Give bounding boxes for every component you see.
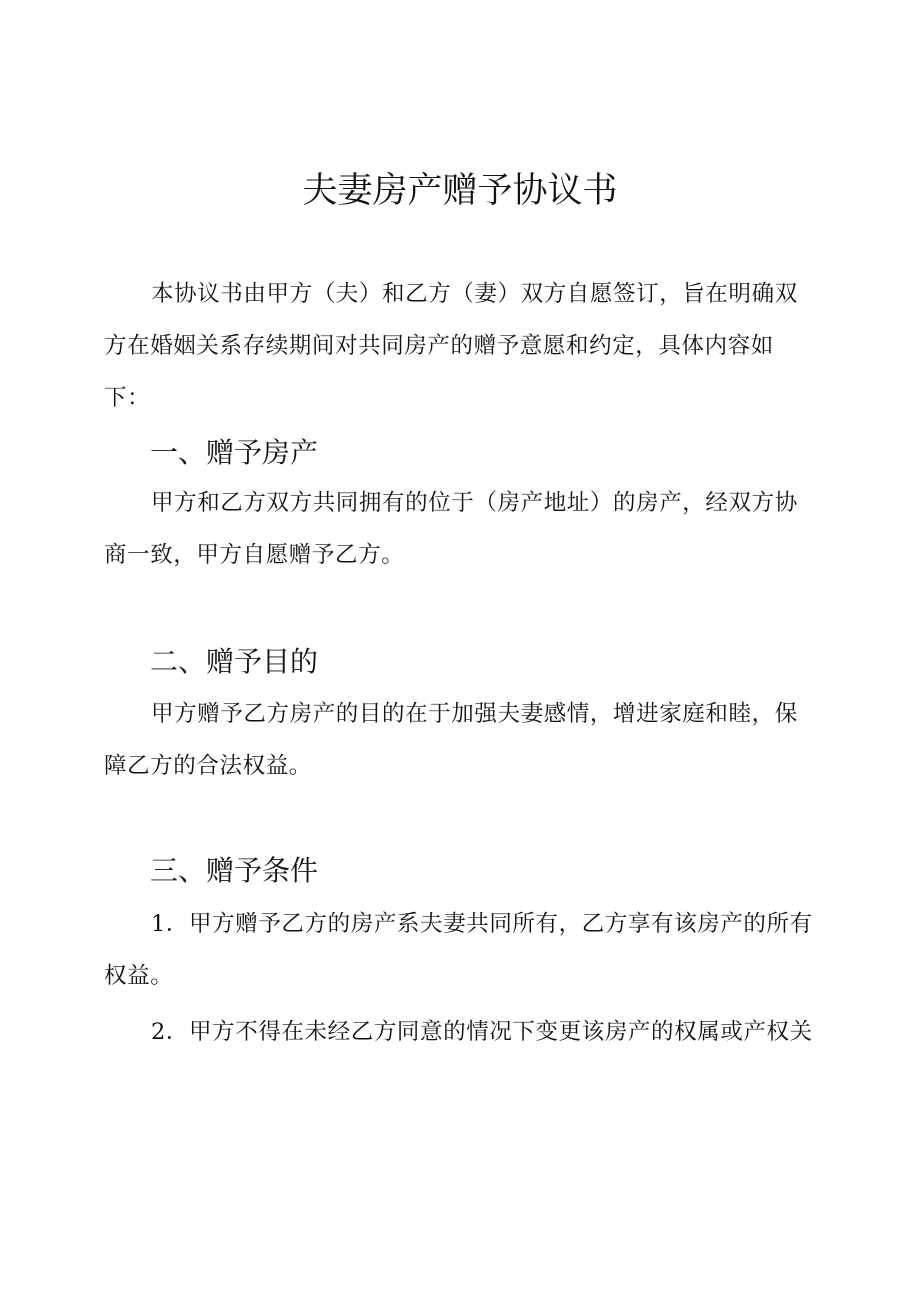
section-paragraph-gift-property: 甲方和乙方双方共同拥有的位于（房产地址）的房产，经双方协商一致，甲方自愿赠予乙方。 bbox=[104, 490, 798, 568]
section-paragraph-gift-purpose: 甲方赠予乙方房产的目的在于加强夫妻感情，增进家庭和睦，保障乙方的合法权益。 bbox=[104, 701, 798, 779]
section-heading-gift-purpose: 二、赠予目的 bbox=[150, 645, 319, 678]
condition-item-1: 1．甲方赠予乙方的房产系夫妻共同所有，乙方享有该房产的所有权益。 bbox=[104, 911, 813, 989]
intro-paragraph: 本协议书由甲方（夫）和乙方（妻）双方自愿签订，旨在明确双方在婚姻关系存续期间对共同房产的赠予意愿和约定，具体内容如下： bbox=[104, 281, 798, 411]
section-heading-gift-property: 一、赠予房产 bbox=[150, 436, 319, 469]
condition-item-2: 2．甲方不得在未经乙方同意的情况下变更该房产的权属或产权关 bbox=[151, 1019, 813, 1045]
section-heading-gift-conditions: 三、赠予条件 bbox=[150, 854, 319, 887]
document-title: 夫妻房产赠予协议书 bbox=[302, 171, 618, 211]
